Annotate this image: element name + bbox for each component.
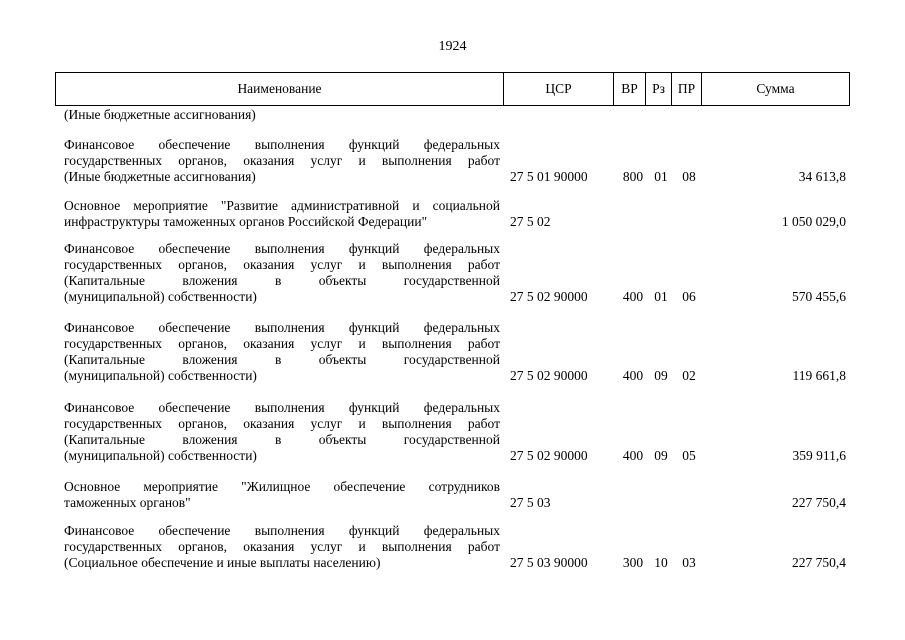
row-csr: 27 5 01 90000 xyxy=(510,169,588,184)
row-rz: 01 xyxy=(654,169,668,184)
row-name xyxy=(64,107,500,123)
row-vr: 400 xyxy=(622,368,644,383)
row-name-line: (муниципальной) собственности) xyxy=(64,289,257,304)
row-name-line: (Капитальные вложения в объекты государственной xyxy=(64,352,500,367)
row-rz: 09 xyxy=(654,368,668,383)
row-pr: 06 xyxy=(682,289,696,304)
row-name-line: государственных органов, оказания услуг и выполнения работ xyxy=(64,416,500,431)
row-rz: 09 xyxy=(654,448,668,463)
row-name-line: таможенных органов" xyxy=(64,495,191,510)
row-name-line: инфраструктуры таможенных органов Российской Федерации" xyxy=(64,214,428,229)
header-name: Наименование xyxy=(56,73,504,106)
row-sum: 570 455,6 xyxy=(792,289,846,304)
header-vr: ВР xyxy=(614,73,646,106)
row-csr: 27 5 02 90000 xyxy=(510,368,588,383)
header-sum: Сумма xyxy=(702,73,850,106)
row-pr: 03 xyxy=(682,555,696,570)
row-sum: 1 050 029,0 xyxy=(781,214,846,229)
row-vr: 400 xyxy=(622,289,644,304)
row-name xyxy=(64,523,500,571)
row-name-line: (Капитальные вложения в объекты государственной xyxy=(64,432,500,447)
row-name xyxy=(64,479,500,511)
row-rz: 10 xyxy=(654,555,668,570)
row-name xyxy=(64,241,500,305)
page-number: 1924 xyxy=(438,39,467,54)
row-sum: 359 911,6 xyxy=(792,448,846,463)
header-pr: ПР xyxy=(672,73,702,106)
header-csr: ЦСР xyxy=(504,73,614,106)
row-csr: 27 5 02 90000 xyxy=(510,289,588,304)
row-name-line: Финансовое обеспечение выполнения функций федеральных xyxy=(64,320,500,335)
row-name-line: (Социальное обеспечение и иные выплаты населению) xyxy=(64,555,381,570)
row-name xyxy=(64,198,500,230)
row-name-line: Финансовое обеспечение выполнения функций федеральных xyxy=(64,400,500,415)
row-sum: 227 750,4 xyxy=(792,555,846,570)
row-name-line: (Иные бюджетные ассигнования) xyxy=(64,107,256,122)
row-sum: 34 613,8 xyxy=(798,169,846,184)
row-name-line: Финансовое обеспечение выполнения функций федеральных xyxy=(64,137,500,152)
row-pr: 02 xyxy=(682,368,696,383)
row-name-line: государственных органов, оказания услуг и выполнения работ xyxy=(64,153,500,168)
row-rz: 01 xyxy=(654,289,668,304)
row-name xyxy=(64,400,500,464)
row-sum: 119 661,8 xyxy=(792,368,846,383)
row-csr: 27 5 02 90000 xyxy=(510,448,588,463)
row-pr: 05 xyxy=(682,448,696,463)
row-csr: 27 5 03 90000 xyxy=(510,555,588,570)
row-csr: 27 5 03 xyxy=(510,495,551,510)
row-vr: 800 xyxy=(622,169,644,184)
row-name-line: (Иные бюджетные ассигнования) xyxy=(64,169,256,184)
row-name-line: Основное мероприятие "Развитие административной и социальной xyxy=(64,198,500,213)
row-csr: 27 5 02 xyxy=(510,214,551,229)
table-header xyxy=(55,72,850,106)
row-vr: 300 xyxy=(622,555,644,570)
row-name-line: (Капитальные вложения в объекты государственной xyxy=(64,273,500,288)
row-name-line: (муниципальной) собственности) xyxy=(64,368,257,383)
row-name-line: (муниципальной) собственности) xyxy=(64,448,257,463)
row-name-line: государственных органов, оказания услуг и выполнения работ xyxy=(64,336,500,351)
row-name-line: государственных органов, оказания услуг и выполнения работ xyxy=(64,539,500,554)
row-name xyxy=(64,137,500,185)
row-name xyxy=(64,320,500,384)
row-name-line: Финансовое обеспечение выполнения функций федеральных xyxy=(64,241,500,256)
row-name-line: Основное мероприятие "Жилищное обеспечение сотрудников xyxy=(64,479,500,494)
row-sum: 227 750,4 xyxy=(792,495,846,510)
row-vr: 400 xyxy=(622,448,644,463)
header-rz: Рз xyxy=(646,73,672,106)
row-pr: 08 xyxy=(682,169,696,184)
row-name-line: Финансовое обеспечение выполнения функций федеральных xyxy=(64,523,500,538)
row-name-line: государственных органов, оказания услуг и выполнения работ xyxy=(64,257,500,272)
